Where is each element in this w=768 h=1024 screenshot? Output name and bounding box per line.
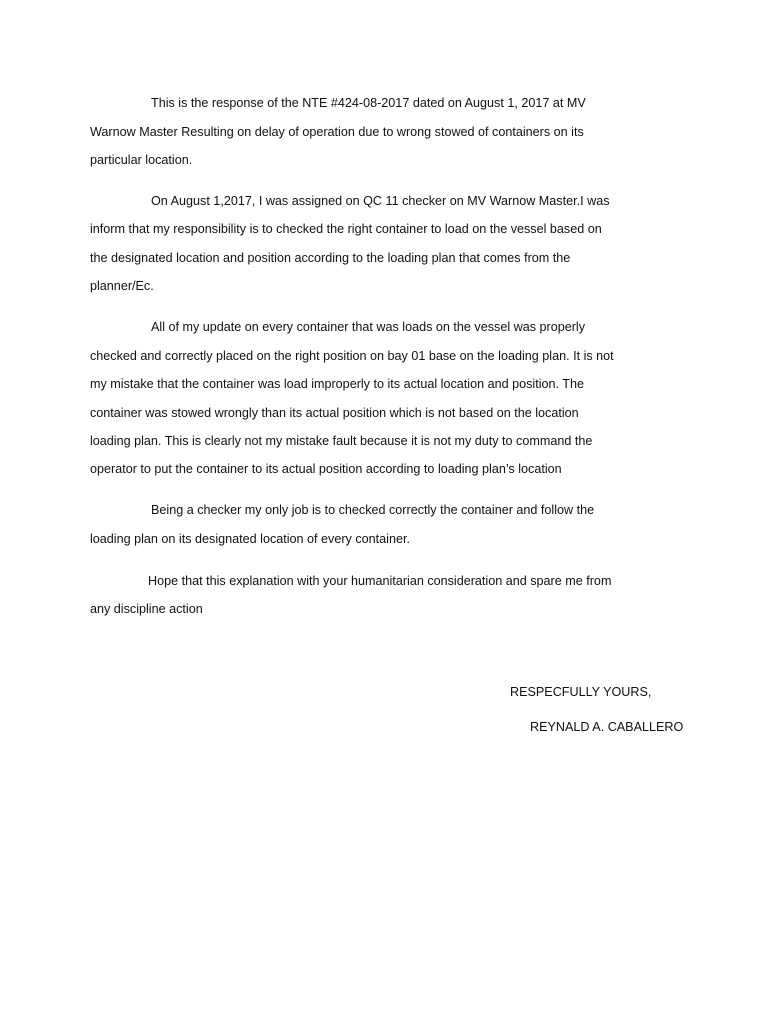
paragraph-1-line-3: particular location. xyxy=(90,153,193,167)
paragraph-3-line-3: my mistake that the container was load improperly to its actual location and position. The xyxy=(90,377,584,391)
paragraph-2-line-4: planner/Ec. xyxy=(90,279,154,293)
paragraph-4-line-1: Being a checker my only job is to checked correctly the container and follow the xyxy=(151,503,595,517)
paragraph-5-line-2: any discipline action xyxy=(90,602,203,616)
paragraph-1-line-1: This is the response of the NTE #424-08-2017 dated on August 1, 2017 at MV xyxy=(151,96,586,110)
paragraph-2-line-2: inform that my responsibility is to checked the right container to load on the vessel based on xyxy=(90,222,602,236)
paragraph-3-line-4: container was stowed wrongly than its actual position which is not based on the location xyxy=(90,406,579,420)
signature-name: REYNALD A. CABALLERO xyxy=(530,720,684,734)
paragraph-5-line-1: Hope that this explanation with your humanitarian consideration and spare me from xyxy=(148,574,612,588)
paragraph-3-line-5: loading plan. This is clearly not my mistake fault because it is not my duty to command the xyxy=(90,434,593,448)
paragraph-3-line-6: operator to put the container to its actual position according to loading plan’s location xyxy=(90,462,562,476)
paragraph-4-line-2: loading plan on its designated location of every container. xyxy=(90,532,410,546)
closing-salutation: RESPECFULLY YOURS, xyxy=(510,685,652,699)
paragraph-3-line-1: All of my update on every container that was loads on the vessel was properly xyxy=(151,320,586,334)
paragraph-2-line-3: the designated location and position according to the loading plan that comes from the xyxy=(90,251,571,265)
paragraph-1-line-2: Warnow Master Resulting on delay of operation due to wrong stowed of containers on its xyxy=(90,125,584,139)
paragraph-3-line-2: checked and correctly placed on the right position on bay 01 base on the loading plan. It is not xyxy=(90,349,614,363)
paragraph-2-line-1: On August 1,2017, I was assigned on QC 11 checker on MV Warnow Master.I was xyxy=(151,194,610,208)
